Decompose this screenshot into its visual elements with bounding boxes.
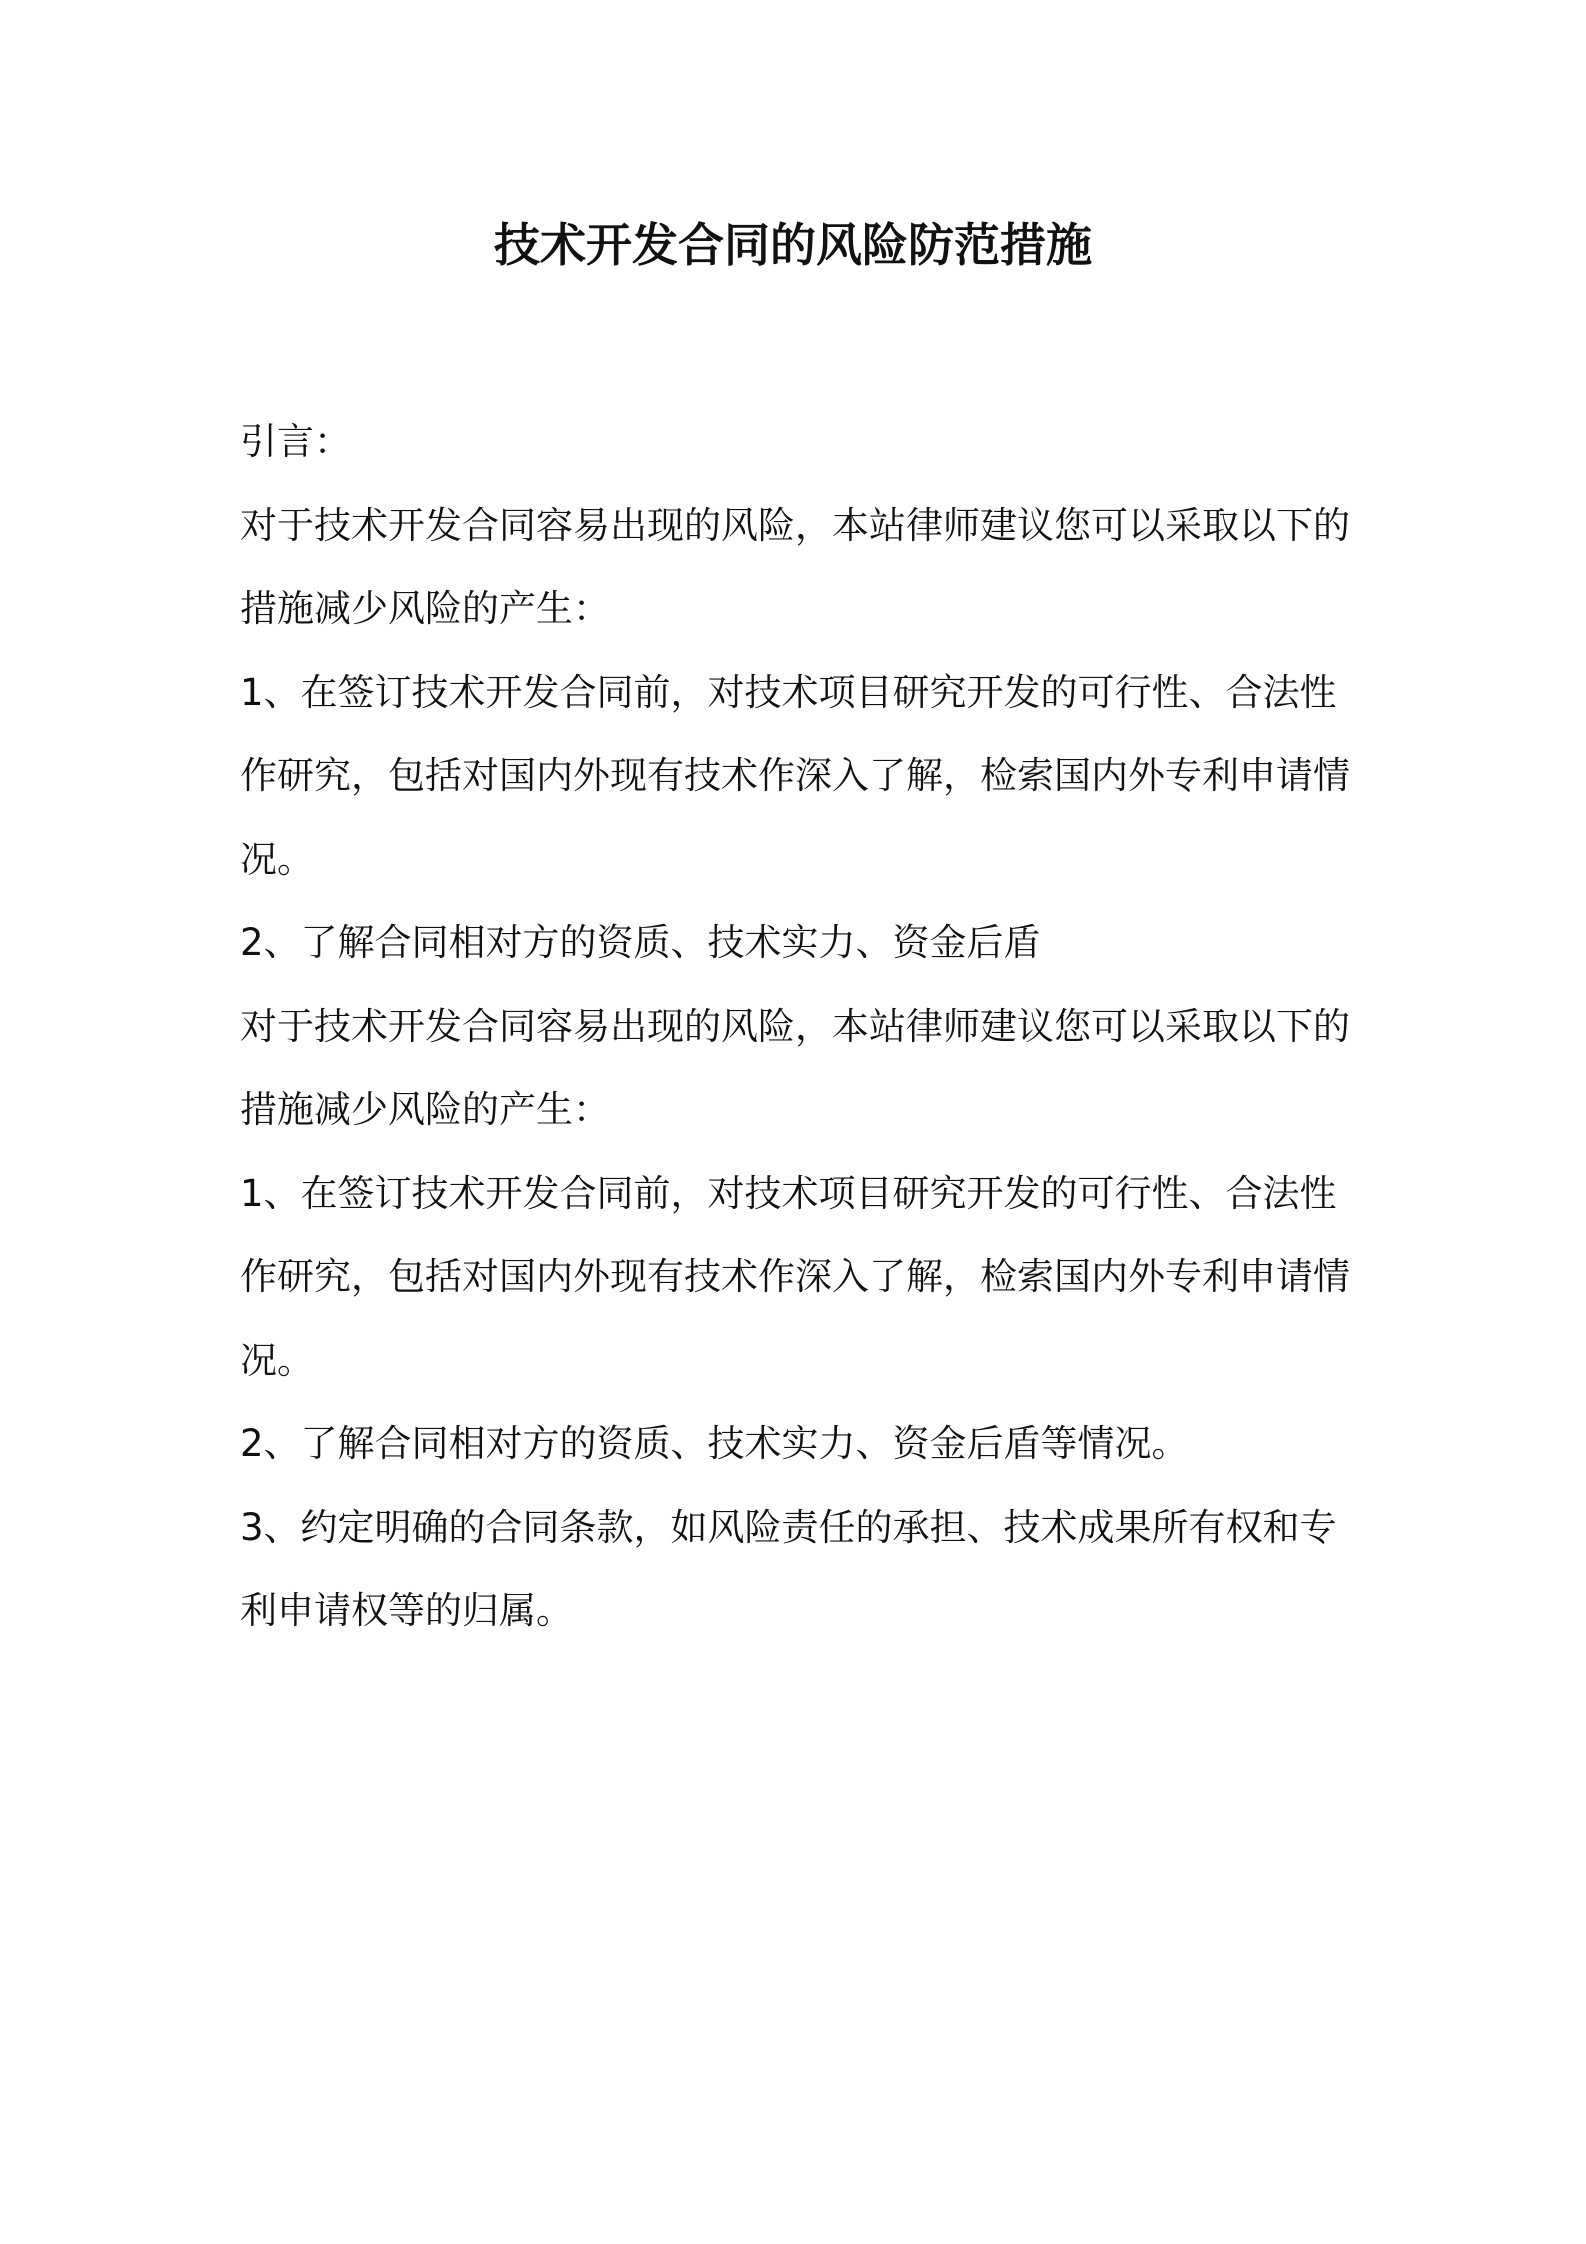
document-title: 技术开发合同的风险防范措施: [494, 218, 1092, 272]
paragraph-line: 况。: [240, 1338, 314, 1382]
paragraph-line: 况。: [240, 837, 314, 881]
paragraph-line: 作研究，包括对国内外现有技术作深入了解，检索国内外专利申请情: [240, 754, 1350, 797]
paragraph-line: 3、约定明确的合同条款，如风险责任的承担、技术成果所有权和专: [240, 1505, 1337, 1549]
paragraph-line: 对于技术开发合同容易出现的风险，本站律师建议您可以采取以下的: [240, 503, 1350, 547]
document-body: [240, 400, 1360, 1653]
intro-label: 引言：: [240, 420, 351, 463]
paragraph-line: 2、了解合同相对方的资质、技术实力、资金后盾等情况。: [240, 1422, 1189, 1465]
paragraph-line: 1、在签订技术开发合同前，对技术项目研究开发的可行性、合法性: [240, 1171, 1337, 1215]
paragraph-line: 作研究，包括对国内外现有技术作深入了解，检索国内外专利申请情: [240, 1255, 1350, 1298]
paragraph-line: 1、在签订技术开发合同前，对技术项目研究开发的可行性、合法性: [240, 670, 1337, 714]
paragraph-line: 2、了解合同相对方的资质、技术实力、资金后盾: [240, 921, 1041, 964]
paragraph-line: 措施减少风险的产生：: [240, 1088, 610, 1131]
paragraph-line: 措施减少风险的产生：: [240, 587, 610, 630]
paragraph-line: 利申请权等的归属。: [240, 1589, 573, 1632]
paragraph-line: 对于技术开发合同容易出现的风险，本站律师建议您可以采取以下的: [240, 1004, 1350, 1048]
